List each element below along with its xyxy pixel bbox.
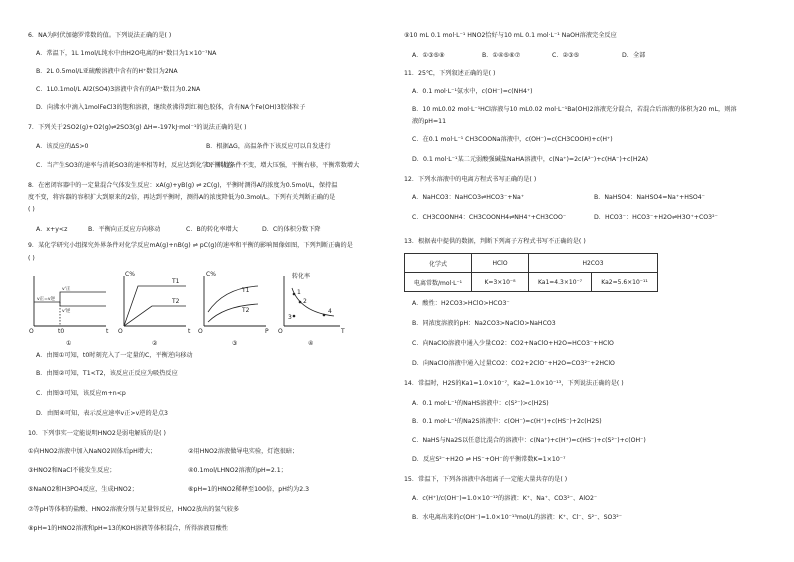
graph-1-t0: t0 [58,328,65,335]
graph-3-y-label: C% [206,271,216,278]
q10-item-7: ⑦等pH等体积的盐酸、HNO2溶液分别与足量锌反应，HNO2放出的氢气较多 [28,506,240,513]
q10-item-3: ③HNO2和NaCl不能发生反应； [28,467,116,474]
q9-option-b: B．由图②可知，T1<T2，该反应正反应为吸热反应 [36,370,178,377]
q7-option-b: B．根据ΔG，高温条件下该反应可以自发进行 [206,143,331,150]
graph-3-curve-t2 [208,304,258,322]
q10-item-5: ⑤NaNO2和H3PO4反应，生成HNO2； [28,486,138,493]
graph-4-label-4: 4 [328,308,332,315]
graph-1-label-v1: v'正 [62,287,71,292]
table-header-formula: 化学式 [405,254,472,273]
q14-stem: 14．常温时，H2S的Ka1=1.0×10⁻⁷，Ka2=1.0×10⁻¹³，下列说法正确的是( ) [404,380,624,387]
graph-3-label-t1: T1 [242,287,250,294]
q8-line2: 度不变，将容器的容积扩大到原来的2倍，再达到平衡时，测得A的浓度降低为0.3mol/L。下列有关判断正确的是 [28,194,336,201]
q10-item-1: ①向HNO2溶液中加入NaNO2固体后pH增大； [28,448,157,455]
q12-option-a: A．NaHCO3：NaHCO3⇌HCO3⁻+Na⁺ [412,194,525,201]
q11-option-b-line1: B．10 mL0.02 mol·L⁻¹HCl溶液与10 mL0.02 mol·L⁻¹Ba(OH)2溶液充分混合，若混合后溶液的体积为20 mL，则溶 [412,106,737,113]
graph-4-origin: O [278,328,283,335]
graph-2 [118,271,191,347]
q8-options [36,224,396,232]
graph-2-x-label: t [188,328,191,335]
graph-1-label-v2: v'逆 [62,309,71,314]
table-cell-hclo-k: K=3×10⁻⁸ [472,273,529,292]
graph-4-point-3 [293,315,296,318]
table-cell-ka1: Ka1=4.3×10⁻⁷ [529,273,592,292]
q8-option-d: D．C的体积分数下降 [262,226,321,233]
q6-option-a: A．常温下，1L 1mol/L纯水中由H2O电离的H⁺数目为1×10⁻⁷NA [36,50,217,57]
graph-4-x-label: T [341,328,345,335]
graph-4-label-1: 1 [297,289,301,296]
graph-4 [278,272,345,347]
q7-option-a: A．该反应的ΔS>0 [36,143,89,150]
q7-option-c: C．当产生SO3的速率与消耗SO3的速率相等时，反应达到化学平衡状态 [36,162,233,169]
q12-stem: 12．下列水溶液中的电离方程式书写正确的是( ) [404,176,537,183]
graph-1 [29,276,109,347]
q6-option-d: D．向沸水中滴入1molFeCl3的饱和溶液，继续煮沸得到红褐色胶体，含有NA个Fe(OH)3胶体粒子 [36,104,306,111]
q9-option-a: A．由图①可知，t0时刻充入了一定量的C，平衡逆向移动 [36,352,193,359]
table-cell-label: 电离常数/mol·L⁻¹ [405,273,472,292]
graph-2-origin: O [118,328,123,335]
graph-4-y-label: 转化率 [292,273,311,280]
graph-3-number: ③ [232,340,238,347]
table-cell-ka2: Ka2=5.6×10⁻¹¹ [592,273,658,292]
q12-option-c: C．CH3COONH4：CH3COONH4⇌NH4⁺+CH3COO⁻ [412,214,567,221]
q12-option-d: D．HCO3⁻：HCO3⁻+H2O⇌H3O⁺+CO3²⁻ [594,214,718,221]
q11-option-b-line2: 液的pH=11 [412,118,447,125]
graph-4-label-3: 3 [288,314,292,321]
graph-2-label-t2: T2 [172,298,180,305]
q6-option-c: C．1L0.1mol/L Al2(SO4)3溶液中含有的Al³⁺数目为0.2NA [36,86,201,93]
table-header-hclo: HClO [472,254,529,273]
graph-4-point-2 [299,301,302,304]
q13-option-a: A．酸性：H2CO3>HClO>HCO3⁻ [412,300,510,307]
q10-option-a: A．①③⑤⑧ [412,52,445,59]
graph-3-label-t2: T2 [242,307,250,314]
graph-1-label-eq: v正=v逆 [37,297,56,302]
graph-1-x-label: t [106,328,109,335]
q13-stem: 13．根据表中提供的数据，判断下列离子方程式书写不正确的是( ) [404,238,586,245]
graph-2-label-t1: T1 [172,278,180,285]
q9-line1: 9．某化学研究小组探究外界条件对化学反应mA(g)+nB(g) ⇌ pC(g)的速率和平衡的影响图像如图，下列判断正确的是 [28,242,353,249]
q15-stem: 15．常温下，下列各溶液中各组离子一定能大量共存的是( ) [404,476,568,483]
graph-4-point-1 [293,293,296,296]
graph-4-number: ④ [308,340,314,347]
q8-option-b: B．平衡向正反应方向移动 [88,226,161,233]
graph-1-curve-b [60,302,106,306]
graph-3-origin: O [198,328,203,335]
q14-option-c: C．NaHS与Na2S以任意比混合的溶液中：c(Na⁺)+c(H⁺)=c(HS⁻)+c(S²⁻)+c(OH⁻) [412,437,646,444]
q11-option-a: A．0.1 mol·L⁻¹氨水中，c(OH⁻)=c(NH4⁺) [412,88,533,95]
graph-2-curve-t2 [124,306,186,326]
q8-option-a: A．x+y<z [36,226,68,233]
q13-option-d: D．向NaClO溶液中通入过量CO2：CO2+2ClO⁻+H2O=CO3²⁻+2HClO [412,360,615,367]
graph-1-number: ① [66,340,72,347]
q9-line2: ( ) [28,255,35,262]
q10-option-d: D．全部 [622,52,646,59]
q8-line3: ( ) [28,206,35,213]
q10-options [412,50,772,58]
q9-option-d: D．由图④可知，表示反应速率v正>v逆的是点3 [36,410,168,417]
graph-4-label-2: 2 [303,298,307,305]
q11-stem: 11．25℃，下列叙述正确的是( ) [404,70,496,77]
q10-item-6: ⑥pH=1的HNO2稀释至100倍，pH约为2.3 [188,486,310,493]
q11-option-d: D．0.1 mol·L⁻¹某二元弱酸强碱盐NaHA溶液中，c(Na⁺)=2c(A²⁻)+c(HA⁻)+c(H2A) [412,156,649,163]
graph-1-origin: O [29,328,34,335]
q10-item-9: ⑨10 mL 0.1 mol·L⁻¹ HNO2恰好与10 mL 0.1 mol·L⁻¹ NaOH溶液完全反应 [404,32,617,39]
q9-graphs-svg [28,268,398,348]
graph-2-number: ② [152,340,158,347]
q13-option-b: B．同浓度溶液的pH：Na2CO3>NaClO>NaHCO3 [412,320,556,327]
q12-option-b: B．NaHSO4：NaHSO4=Na⁺+HSO4⁻ [594,194,705,201]
q13-option-c: C．向NaClO溶液中通入少量CO2：CO2+NaClO+H2O=HCO3⁻+HClO [412,340,614,347]
q6-option-b: B．2L 0.5mol/L亚硫酸溶液中含有的H⁺数目为2NA [36,68,178,75]
q6-stem: 6．NA为阿伏加德罗常数的值。下列说法正确的是( ) [28,32,172,39]
q10-stem: 10．下列事实一定能说明HNO2是弱电解质的是( ) [28,430,166,437]
q10-option-c: C．②③⑤ [552,52,580,59]
q15-option-b: B．水电离出来的c(OH⁻)=1.0×10⁻¹³mol/L的溶液：K⁺、Cl⁻、S²⁻、SO3²⁻ [412,514,623,521]
graph-3-x-label: P [265,328,269,335]
table-row [405,254,658,273]
q14-option-a: A．0.1 mol·L⁻¹的NaHS溶液中：c(S²⁻)>c(H2S) [412,400,549,407]
q7-stem: 7．下列关于2SO2(g)+O2(g)⇌2SO3(g) ΔH=-197kJ·mol⁻¹的说法正确的是( ) [28,124,247,131]
q9-graphs [28,268,398,348]
q10-item-8: ⑧pH=1的HNO2溶液和pH=13的KOH溶液等体积混合，所得溶液显酸性 [28,525,228,532]
q9-option-c: C．由图③可知，该反应m+n<p [36,390,126,397]
graph-3 [198,271,269,347]
q8-option-c: C．B的转化率增大 [186,226,238,233]
table-row [405,273,658,292]
q10-item-4: ④0.1mol/LHNO2溶液的pH=2.1； [188,467,287,474]
q11-option-c: C．在0.1 mol·L⁻¹ CH3COONa溶液中，c(OH⁻)=c(CH3COOH)+c(H⁺) [412,136,613,143]
q10-option-b: B．①④⑤⑥⑦ [482,52,521,59]
q7-option-d: D．其他条件不变，增大压强，平衡右移，平衡常数增大 [206,162,360,169]
q14-option-d: D．反应S²⁻+H2O ⇌ HS⁻+OH⁻的平衡常数K=1×10⁻⁷ [412,456,566,463]
constants-table [404,253,658,292]
table-header-h2co3: H2CO3 [529,254,658,273]
q10-item-2: ②用HNO2溶液做导电实验，灯泡很暗； [188,448,299,455]
q14-option-b: B．0.1 mol·L⁻¹的Na2S溶液中：c(OH⁻)=c(H⁺)+c(HS⁻)+2c(H2S) [412,418,602,425]
q8-line1: 8．在密闭容器中的一定量混合气体发生反应：xA(g)+yB(g) ⇌ zC(g)，平衡时测得A的浓度为0.5mol/L，保持温 [28,182,338,189]
graph-2-y-label: C% [125,271,135,278]
q15-option-a: A．c(H⁺)/c(OH⁻)=1.0×10⁻¹²的溶液：K⁺、Na⁺、CO3²⁻、AlO2⁻ [412,495,598,502]
graph-4-point-4 [323,314,326,317]
